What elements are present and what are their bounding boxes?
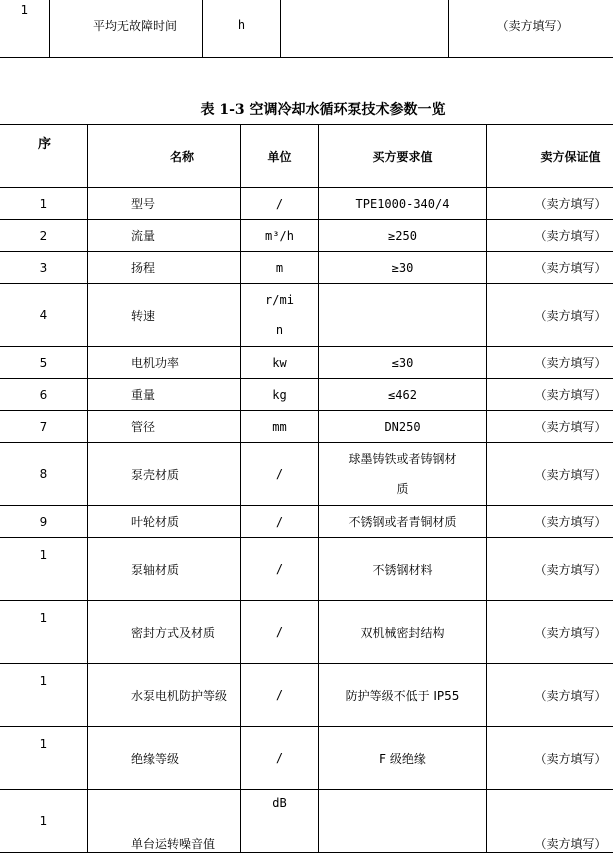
row-index: 1 <box>0 790 88 853</box>
row-guarantee: （卖方填写） <box>487 601 613 664</box>
row-requirement: 双机械密封结构 <box>319 601 487 664</box>
row-index: 1 <box>0 538 88 601</box>
row-index: 5 <box>0 347 88 379</box>
row-index: 1 <box>0 188 88 220</box>
row-guarantee: （卖方填写） <box>487 188 613 220</box>
row-unit: / <box>241 538 319 601</box>
row-unit: dB <box>241 790 319 853</box>
row-guarantee: （卖方填写） <box>487 443 613 506</box>
table-header-row <box>0 125 613 188</box>
row-name: 水泵电机防护等级 <box>88 664 241 727</box>
row-unit: kw <box>241 347 319 379</box>
table-row <box>0 727 613 790</box>
row-requirement <box>319 790 487 853</box>
row-unit: mm <box>241 411 319 443</box>
row-unit: / <box>241 188 319 220</box>
row-guarantee: （卖方填写） <box>449 0 613 58</box>
row-unit: / <box>241 727 319 790</box>
row-name: 转速 <box>88 284 241 347</box>
row-name: 平均无故障时间 <box>50 0 203 58</box>
row-requirement: ≥250 <box>319 220 487 252</box>
row-name: 泵轴材质 <box>88 538 241 601</box>
row-name: 密封方式及材质 <box>88 601 241 664</box>
header-name: 名称 <box>88 125 241 188</box>
row-index: 4 <box>0 284 88 347</box>
row-index: 1 <box>0 601 88 664</box>
row-unit: / <box>241 506 319 538</box>
row-guarantee: （卖方填写） <box>487 220 613 252</box>
row-requirement <box>319 284 487 347</box>
row-index: 1 <box>0 0 50 58</box>
header-unit: 单位 <box>241 125 319 188</box>
row-name: 绝缘等级 <box>88 727 241 790</box>
row-unit-line2: n <box>241 315 318 345</box>
row-requirement <box>281 0 449 58</box>
table-row <box>0 664 613 727</box>
row-requirement: TPE1000-340/4 <box>319 188 487 220</box>
table-row <box>0 0 613 58</box>
row-name: 重量 <box>88 379 241 411</box>
row-unit: h <box>203 0 281 58</box>
table-row <box>0 220 613 252</box>
row-requirement <box>319 443 487 506</box>
table-row <box>0 506 613 538</box>
row-unit: / <box>241 443 319 506</box>
row-name: 电机功率 <box>88 347 241 379</box>
table-row <box>0 601 613 664</box>
row-index: 1 <box>0 727 88 790</box>
previous-table-tail <box>0 0 613 58</box>
row-unit: m³/h <box>241 220 319 252</box>
row-requirement: 不锈钢材料 <box>319 538 487 601</box>
row-requirement: ≥30 <box>319 252 487 284</box>
row-index: 2 <box>0 220 88 252</box>
pump-parameter-table <box>0 124 613 853</box>
row-name: 叶轮材质 <box>88 506 241 538</box>
row-index: 9 <box>0 506 88 538</box>
row-guarantee: （卖方填写） <box>487 790 613 853</box>
row-name: 扬程 <box>88 252 241 284</box>
table-row <box>0 411 613 443</box>
row-name: 流量 <box>88 220 241 252</box>
table-title: 表 1-3 空调冷却水循环泵技术参数一览 <box>0 99 613 119</box>
row-requirement: DN250 <box>319 411 487 443</box>
table-row <box>0 538 613 601</box>
table-row <box>0 347 613 379</box>
row-unit-line1: r/mi <box>241 285 318 315</box>
row-requirement: F 级绝缘 <box>319 727 487 790</box>
row-name: 型号 <box>88 188 241 220</box>
table-row <box>0 252 613 284</box>
table-row <box>0 379 613 411</box>
row-guarantee: （卖方填写） <box>487 252 613 284</box>
table-row <box>0 188 613 220</box>
row-name: 泵壳材质 <box>88 443 241 506</box>
row-guarantee: （卖方填写） <box>487 411 613 443</box>
row-requirement: ≤30 <box>319 347 487 379</box>
row-index: 8 <box>0 443 88 506</box>
row-guarantee: （卖方填写） <box>487 538 613 601</box>
row-guarantee: （卖方填写） <box>487 664 613 727</box>
row-unit <box>241 284 319 347</box>
row-index: 1 <box>0 664 88 727</box>
header-requirement: 买方要求值 <box>319 125 487 188</box>
row-guarantee: （卖方填写） <box>487 284 613 347</box>
row-unit: / <box>241 664 319 727</box>
table-row <box>0 790 613 853</box>
row-guarantee: （卖方填写） <box>487 347 613 379</box>
row-index: 3 <box>0 252 88 284</box>
table-row <box>0 443 613 506</box>
row-guarantee: （卖方填写） <box>487 506 613 538</box>
row-requirement-line2: 质 <box>319 474 486 504</box>
row-guarantee: （卖方填写） <box>487 379 613 411</box>
row-name: 单台运转噪音值 <box>88 790 241 853</box>
row-unit: kg <box>241 379 319 411</box>
table-row <box>0 284 613 347</box>
row-unit: m <box>241 252 319 284</box>
row-index: 6 <box>0 379 88 411</box>
row-name: 管径 <box>88 411 241 443</box>
row-unit: / <box>241 601 319 664</box>
row-requirement: ≤462 <box>319 379 487 411</box>
header-guarantee: 卖方保证值 <box>487 125 613 188</box>
header-index: 序 <box>0 125 88 188</box>
row-requirement: 不锈钢或者青铜材质 <box>319 506 487 538</box>
row-guarantee: （卖方填写） <box>487 727 613 790</box>
row-requirement: 防护等级不低于 IP55 <box>319 664 487 727</box>
row-index: 7 <box>0 411 88 443</box>
row-requirement-line1: 球墨铸铁或者铸钢材 <box>319 444 486 474</box>
